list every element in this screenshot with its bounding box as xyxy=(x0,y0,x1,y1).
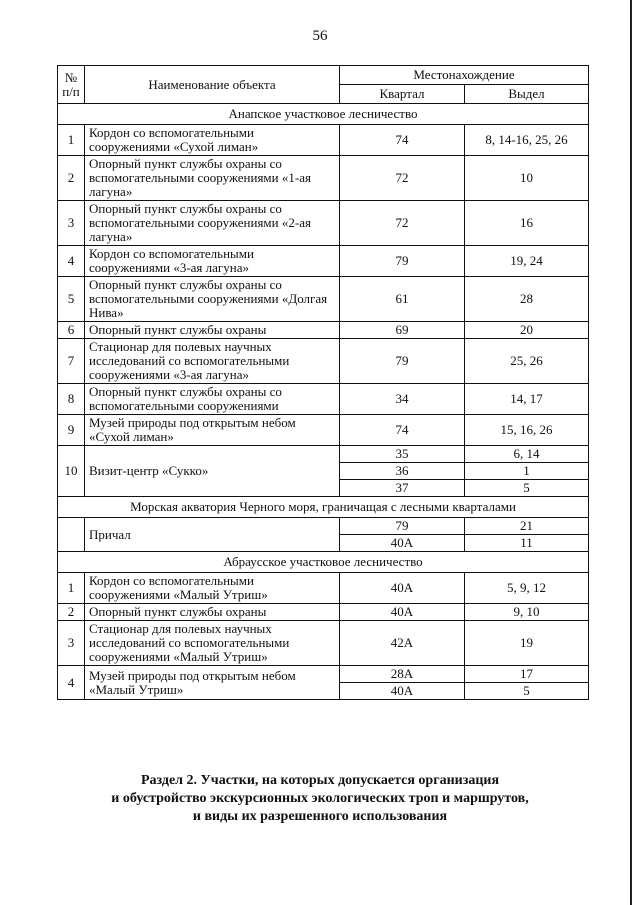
header-vydel: Выдел xyxy=(465,85,589,104)
section-heading-line-3: и виды их разрешенного использования xyxy=(192,809,448,824)
kvartal-cell: 42А xyxy=(340,621,465,666)
row-number: 6 xyxy=(58,322,85,339)
kvartal-cell: 79 xyxy=(340,246,465,277)
row-number: 3 xyxy=(58,621,85,666)
section-title: Морская акватория Черного моря, граничащая с лесными кварталами xyxy=(58,497,589,518)
kvartal-cell: 28А xyxy=(340,666,465,683)
object-name: Опорный пункт службы охраны xyxy=(85,322,340,339)
vydel-cell: 5, 9, 12 xyxy=(465,573,589,604)
section-row xyxy=(58,104,589,125)
kvartal-cell: 40А xyxy=(340,573,465,604)
object-name: Визит-центр «Сукко» xyxy=(85,446,340,497)
table-row xyxy=(58,201,589,246)
object-name: Стационар для полевых научных исследований со вспомогательными сооружениями «3-ая лагуна» xyxy=(85,339,340,384)
kvartal-cell: 40А xyxy=(340,535,465,552)
section-row xyxy=(58,552,589,573)
table-row xyxy=(58,339,589,384)
kvartal-cell: 34 xyxy=(340,384,465,415)
vydel-cell: 25, 26 xyxy=(465,339,589,384)
vydel-cell: 1 xyxy=(465,463,589,480)
kvartal-cell: 79 xyxy=(340,518,465,535)
table-row xyxy=(58,666,589,683)
kvartal-cell: 61 xyxy=(340,277,465,322)
kvartal-cell: 72 xyxy=(340,156,465,201)
row-number: 9 xyxy=(58,415,85,446)
header-num: № п/п xyxy=(58,66,85,104)
section-title: Абраусское участковое лесничество xyxy=(58,552,589,573)
table-row xyxy=(58,125,589,156)
table-row xyxy=(58,384,589,415)
section-heading-line-2: и обустройство экскурсионных экологических троп и маршрутов, xyxy=(111,791,529,806)
objects-table xyxy=(57,65,589,700)
kvartal-cell: 35 xyxy=(340,446,465,463)
row-number: 8 xyxy=(58,384,85,415)
kvartal-cell: 79 xyxy=(340,339,465,384)
row-number: 4 xyxy=(58,666,85,700)
row-number: 2 xyxy=(58,604,85,621)
kvartal-cell: 36 xyxy=(340,463,465,480)
kvartal-cell: 72 xyxy=(340,201,465,246)
vydel-cell: 10 xyxy=(465,156,589,201)
vydel-cell: 14, 17 xyxy=(465,384,589,415)
kvartal-cell: 74 xyxy=(340,125,465,156)
row-number: 7 xyxy=(58,339,85,384)
object-name: Причал xyxy=(85,518,340,552)
table-body xyxy=(58,104,589,700)
table-row xyxy=(58,573,589,604)
kvartal-cell: 40А xyxy=(340,604,465,621)
table-row xyxy=(58,518,589,535)
vydel-cell: 17 xyxy=(465,666,589,683)
row-number: 1 xyxy=(58,125,85,156)
row-number: 4 xyxy=(58,246,85,277)
object-name: Опорный пункт службы охраны со вспомогательными сооружениями «Долгая Нива» xyxy=(85,277,340,322)
table-row xyxy=(58,604,589,621)
kvartal-cell: 37 xyxy=(340,480,465,497)
table-row xyxy=(58,246,589,277)
page-edge xyxy=(630,0,632,905)
section-row xyxy=(58,497,589,518)
object-name: Стационар для полевых научных исследований со вспомогательными сооружениями «Малый Утриш» xyxy=(85,621,340,666)
kvartal-cell: 74 xyxy=(340,415,465,446)
vydel-cell: 9, 10 xyxy=(465,604,589,621)
vydel-cell: 21 xyxy=(465,518,589,535)
table-row xyxy=(58,277,589,322)
object-name: Кордон со вспомогательными сооружениями «3-ая лагуна» xyxy=(85,246,340,277)
section-heading-line-1: Раздел 2. Участки, на которых допускается организация xyxy=(140,773,500,788)
vydel-cell: 15, 16, 26 xyxy=(465,415,589,446)
kvartal-cell: 40А xyxy=(340,683,465,700)
table-row xyxy=(58,415,589,446)
table-row xyxy=(58,446,589,463)
page-number: 56 xyxy=(312,28,328,44)
object-name: Кордон со вспомогательными сооружениями «Малый Утриш» xyxy=(85,573,340,604)
row-number: 1 xyxy=(58,573,85,604)
vydel-cell: 5 xyxy=(465,683,589,700)
table-row xyxy=(58,322,589,339)
section-heading xyxy=(70,772,570,826)
object-name: Опорный пункт службы охраны со вспомогательными сооружениями xyxy=(85,384,340,415)
object-name: Кордон со вспомогательными сооружениями «Сухой лиман» xyxy=(85,125,340,156)
vydel-cell: 28 xyxy=(465,277,589,322)
vydel-cell: 16 xyxy=(465,201,589,246)
header-name: Наименование объекта xyxy=(85,66,340,104)
vydel-cell: 19, 24 xyxy=(465,246,589,277)
kvartal-cell: 69 xyxy=(340,322,465,339)
vydel-cell: 6, 14 xyxy=(465,446,589,463)
row-number: 3 xyxy=(58,201,85,246)
row-number: 2 xyxy=(58,156,85,201)
vydel-cell: 19 xyxy=(465,621,589,666)
table-row xyxy=(58,156,589,201)
table-row xyxy=(58,621,589,666)
object-name: Опорный пункт службы охраны xyxy=(85,604,340,621)
object-name: Опорный пункт службы охраны со вспомогательными сооружениями «1-ая лагуна» xyxy=(85,156,340,201)
object-name: Опорный пункт службы охраны со вспомогательными сооружениями «2-ая лагуна» xyxy=(85,201,340,246)
header-kvartal: Квартал xyxy=(340,85,465,104)
row-number xyxy=(58,518,85,552)
row-number: 5 xyxy=(58,277,85,322)
vydel-cell: 20 xyxy=(465,322,589,339)
section-title: Анапское участковое лесничество xyxy=(58,104,589,125)
vydel-cell: 8, 14-16, 25, 26 xyxy=(465,125,589,156)
vydel-cell: 11 xyxy=(465,535,589,552)
object-name: Музей природы под открытым небом «Сухой лиман» xyxy=(85,415,340,446)
row-number: 10 xyxy=(58,446,85,497)
object-name: Музей природы под открытым небом «Малый Утриш» xyxy=(85,666,340,700)
header-location: Местонахождение xyxy=(340,66,589,85)
vydel-cell: 5 xyxy=(465,480,589,497)
